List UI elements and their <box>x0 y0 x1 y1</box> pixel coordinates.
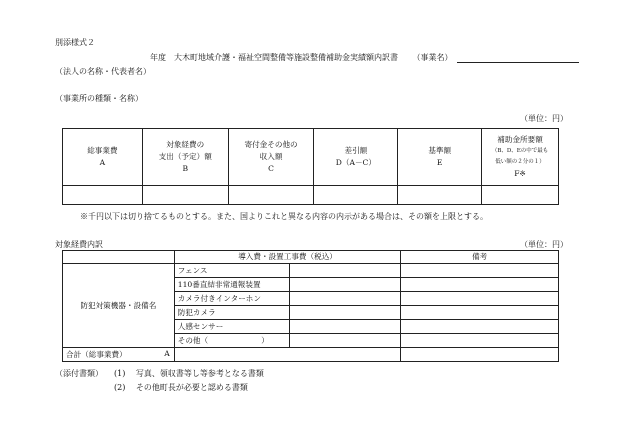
value-difference[interactable] <box>314 186 398 205</box>
header-subsidy-required: 補助金所要額 （B、D、Eの中で最も 低い額の２分の１） F※ <box>482 129 559 186</box>
item-other-amount[interactable] <box>289 334 401 348</box>
header-eligible-expense: 対象経費の 支出（予定）額 B <box>142 129 228 186</box>
item-motion-sensor-remarks[interactable] <box>401 320 559 334</box>
value-standard-amount[interactable] <box>398 186 482 205</box>
attachment-number: (2) <box>114 383 126 392</box>
value-total-cost[interactable] <box>63 186 143 205</box>
item-camera-intercom: カメラ付きインターホン <box>174 292 289 306</box>
breakdown-item-row <box>63 264 559 278</box>
breakdown-table <box>62 250 559 362</box>
breakdown-unit: （単位：円） <box>520 240 568 249</box>
item-camera-intercom-amount[interactable] <box>289 292 401 306</box>
attachment-item <box>114 382 248 393</box>
attachment-text: その他町長が必要と認める書類 <box>135 383 248 392</box>
item-security-camera-amount[interactable] <box>289 306 401 320</box>
attachments-label: （添付書類） <box>55 369 103 378</box>
item-emergency-alarm-remarks[interactable] <box>401 278 559 292</box>
header-standard-amount: 基準額 E <box>398 129 482 186</box>
header-total-cost: 総事業費 A <box>63 129 143 186</box>
item-motion-sensor: 人感センサー <box>174 320 289 334</box>
item-fence-amount[interactable] <box>289 264 401 278</box>
document-title <box>150 52 579 63</box>
item-camera-intercom-remarks[interactable] <box>401 292 559 306</box>
breakdown-title: 対象経費内訳 <box>55 240 103 249</box>
value-eligible-expense[interactable] <box>142 186 228 205</box>
form-id: 別添様式２ <box>55 38 95 47</box>
attachment-item <box>114 368 264 379</box>
item-emergency-alarm: 110番直結非常通報装置 <box>174 278 289 292</box>
attachment-text: 写真、領収書等し等参考となる書類 <box>135 369 264 378</box>
main-table-header-row <box>63 129 559 186</box>
breakdown-total-row <box>63 348 559 362</box>
item-security-camera-remarks[interactable] <box>401 306 559 320</box>
item-security-camera: 防犯カメラ <box>174 306 289 320</box>
value-subsidy-required[interactable] <box>482 186 559 205</box>
total-code: A <box>164 349 170 358</box>
equipment-category-label: 防犯対策機器・設備名 <box>63 264 175 348</box>
attachment-number: (1) <box>114 369 126 378</box>
item-fence-remarks[interactable] <box>401 264 559 278</box>
main-table-value-row <box>63 186 559 205</box>
facility-label: （事業所の種類・名称） <box>55 94 143 103</box>
total-remarks[interactable] <box>401 348 559 362</box>
project-name-field[interactable] <box>457 53 579 63</box>
title-text: 年度 大木町地域介護・福祉空間整備等施設整備補助金実績額内訳書 <box>150 53 398 62</box>
item-other: その他（ ） <box>174 334 289 348</box>
total-label: 合計（総事業費） A <box>63 348 175 362</box>
header-remarks: 備考 <box>401 251 559 264</box>
breakdown-header-row <box>63 251 559 264</box>
item-motion-sensor-amount[interactable] <box>289 320 401 334</box>
organization-label: （法人の名称・代表者名） <box>55 67 151 76</box>
header-donations: 寄付金その他の 収入額 C <box>228 129 314 186</box>
item-other-remarks[interactable] <box>401 334 559 348</box>
main-table <box>62 128 559 205</box>
item-fence: フェンス <box>174 264 289 278</box>
total-amount[interactable] <box>174 348 401 362</box>
value-donations[interactable] <box>228 186 314 205</box>
unit-label: （単位：円） <box>520 114 568 123</box>
item-emergency-alarm-amount[interactable] <box>289 278 401 292</box>
footnote: ※千円以下は切り捨てるものとする。また、国よりこれと異なる内容の内示がある場合は、その額を上限とする。 <box>80 212 488 221</box>
project-name-label: （事業名） <box>412 53 453 62</box>
header-install-cost: 導入費・設置工事費（税込） <box>174 251 401 264</box>
header-difference: 差引額 D（A－C） <box>314 129 398 186</box>
